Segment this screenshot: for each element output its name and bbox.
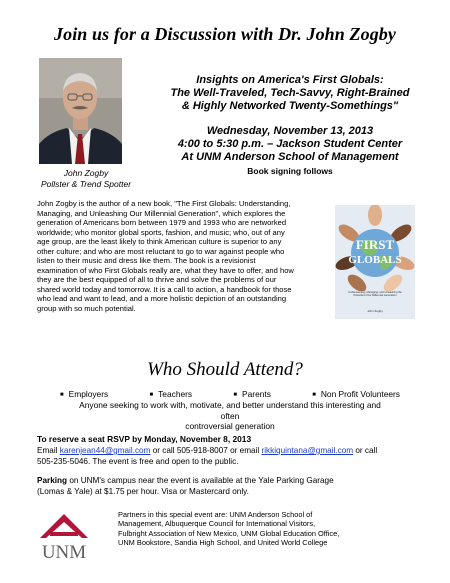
bio-line: examination of who First Globals really are, what they have to offer, and how bbox=[37, 265, 294, 275]
speaker-caption bbox=[36, 168, 136, 189]
partners-line: Partners in this special event are: UNM Anderson School of bbox=[118, 510, 313, 519]
bio-line: worldwide; who monitor global sports, fashion, and music; who, out of any bbox=[37, 227, 285, 237]
partners-list bbox=[118, 510, 436, 548]
bio-line: who lead and want to lead, and a more holistic depiction of an outstanding bbox=[37, 294, 287, 304]
book-title-line: FIRST bbox=[355, 237, 395, 252]
book-signing-note: Book signing follows bbox=[247, 166, 333, 176]
rsvp-line: 505-235-5046. The event is free and open to the public. bbox=[37, 456, 239, 466]
audience-item: ■ Non Profit Volunteers bbox=[312, 389, 400, 399]
bio-line: shared world today and tomorrow. It is a call to action, a handbook for those bbox=[37, 284, 292, 294]
speaker-name: John Zogby bbox=[63, 168, 109, 178]
audience-item: ■ Parents bbox=[233, 389, 271, 399]
rsvp-details bbox=[37, 446, 437, 467]
bio-line: they are the best equipped of all to thrive and solve the problems of our bbox=[37, 275, 277, 285]
parking-lead: Parking bbox=[37, 476, 68, 485]
audience-item: ■ Teachers bbox=[150, 389, 193, 399]
bio-line: John Zogby is the author of a new book, "The First Globals: Understanding, bbox=[37, 199, 291, 208]
unm-logo bbox=[32, 508, 96, 572]
book-author: John Zogby bbox=[367, 309, 383, 313]
author-bio bbox=[37, 199, 329, 314]
talk-title-line: Insights on America's First Globals: bbox=[196, 74, 384, 86]
partners-line: Management, Albuquerque Council for International Visitors, bbox=[118, 519, 316, 529]
audience-item: ■ Employers bbox=[60, 389, 108, 399]
partners-line: Fulbright Association of New Mexico, UNM Global Education Office, bbox=[118, 528, 340, 538]
rsvp-text: or call bbox=[353, 446, 378, 455]
audience-list bbox=[60, 389, 400, 399]
speaker-photo bbox=[39, 58, 122, 164]
email-link-karen[interactable]: karenjean44@gmail.com bbox=[59, 446, 151, 455]
speaker-role: Pollster & Trend Spotter bbox=[40, 178, 132, 189]
parking-info bbox=[37, 476, 437, 497]
rsvp-text: or call 505-918-8007 or email bbox=[150, 446, 262, 455]
book-title-line: GLOBALS bbox=[348, 254, 402, 266]
event-time-place: 4:00 to 5:30 p.m. – Jackson Student Center bbox=[177, 138, 403, 150]
book-subtitle: Understanding, Managing, and Unleashing the Potential of Our Millennial Generation bbox=[348, 291, 402, 298]
book-cover bbox=[335, 205, 415, 319]
talk-title-line: & Highly Networked Twenty-Somethings" bbox=[181, 100, 399, 112]
audience-description-line: Anyone seeking to work with, motivate, and better understand this interesting and often bbox=[79, 400, 381, 421]
rsvp-text: Email bbox=[37, 446, 60, 455]
rsvp-heading: To reserve a seat RSVP by Monday, November 8, 2013 bbox=[37, 434, 252, 444]
event-details bbox=[142, 125, 438, 164]
parking-text: on UNM's campus near the event is available at the Yale Parking Garage bbox=[67, 476, 334, 485]
bio-line: other culture; and who are most reluctant to go to war against people who bbox=[37, 246, 285, 256]
email-link-rikki[interactable]: rikkiquintana@gmail.com bbox=[261, 446, 354, 455]
talk-title bbox=[142, 74, 438, 113]
parking-text: (Lomas & Yale) at $1.75 per hour. Visa or Mastercard only. bbox=[37, 486, 249, 496]
audience-description-line: controversial generation bbox=[185, 421, 275, 431]
talk-title-line: The Well-Traveled, Tech-Savvy, Right-Brained bbox=[170, 87, 410, 99]
flyer-title: Join us for a Discussion with Dr. John Zogby bbox=[54, 24, 396, 44]
bio-line: generation of Americans born between 1979 and 1993 who are networked bbox=[37, 218, 287, 228]
event-school: At UNM Anderson School of Management bbox=[181, 151, 399, 163]
logo-text: UNM bbox=[41, 542, 87, 563]
event-date: Wednesday, November 13, 2013 bbox=[206, 125, 374, 137]
bio-line: age group, are the least likely to think American culture is superior to any bbox=[37, 237, 282, 247]
bio-line: listen to their music and dress like them. The book is a revisionist bbox=[37, 256, 256, 266]
audience-description bbox=[70, 400, 390, 432]
who-heading: Who Should Attend? bbox=[147, 359, 303, 380]
partners-line: UNM Bookstore, Sandia High School, and United World College bbox=[118, 538, 328, 548]
bio-line: group with so much potential. bbox=[37, 304, 136, 314]
bio-line: Managing, and Unleashing Our Millennial Generation", which explores the bbox=[37, 208, 286, 218]
